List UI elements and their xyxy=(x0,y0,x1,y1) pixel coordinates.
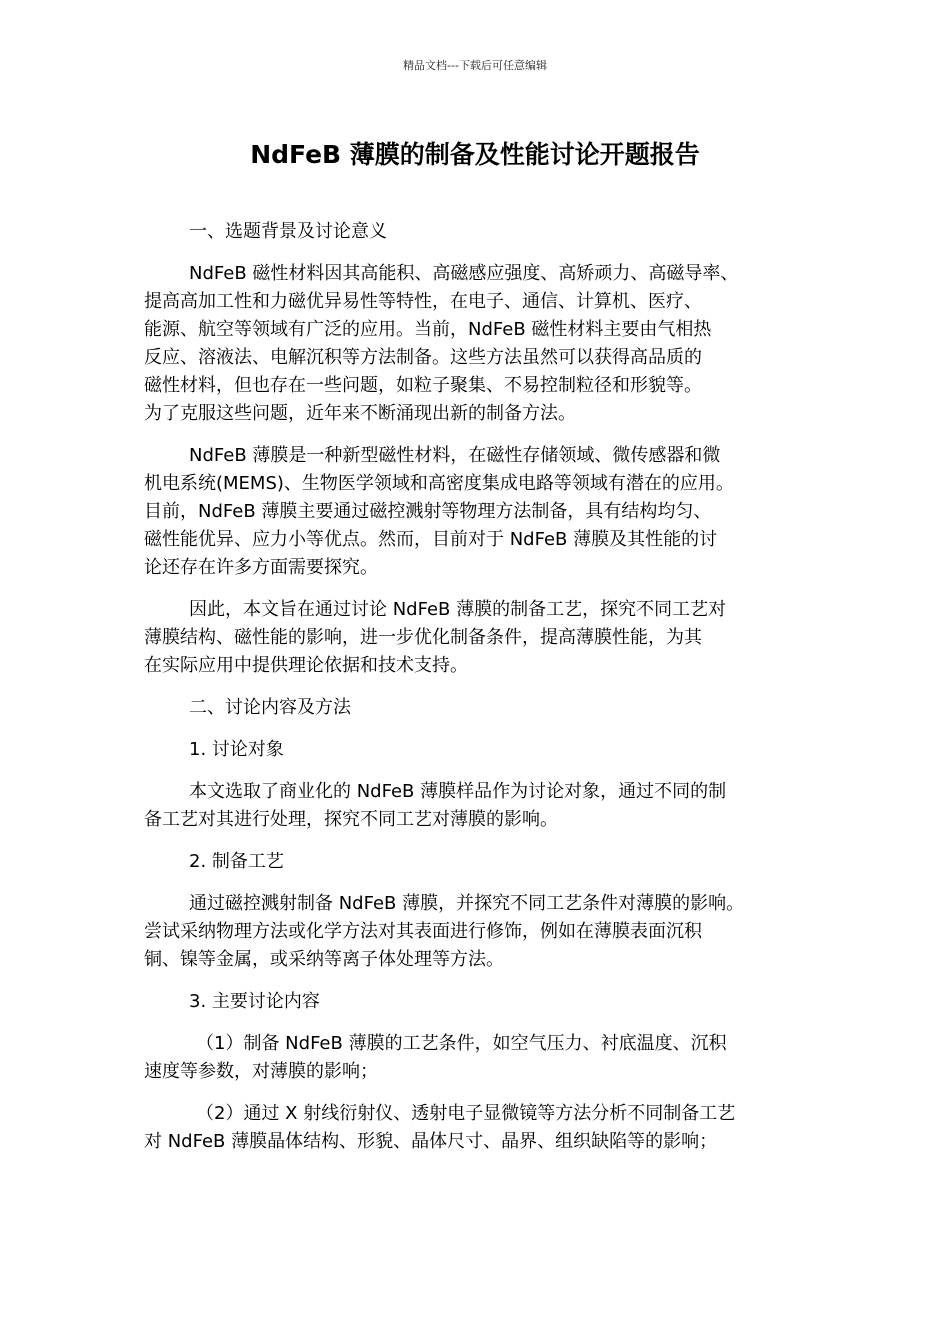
document-title: NdFeB 薄膜的制备及性能讨论开题报告 xyxy=(250,140,700,169)
paragraph-research-object: 本文选取了商业化的 NdFeB 薄膜样品作为讨论对象，通过不同的制 备工艺对其进行处理，探究不同工艺对薄膜的影响。 xyxy=(144,781,727,830)
paragraph-purpose: 因此，本文旨在通过讨论 NdFeB 薄膜的制备工艺，探究不同工艺对 薄膜结构、磁性能的影响，进一步优化制备条件，提高薄膜性能，为其 在实际应用中提供理论依据和技术支持。 xyxy=(144,599,727,676)
subheading-main-content: 3. 主要讨论内容 xyxy=(189,991,320,1012)
list-item-2: （2）通过 X 射线衍射仪、透射电子显微镜等方法分析不同制备工艺 对 NdFeB 薄膜晶体结构、形貌、晶体尺寸、晶界、组织缺陷等的影响； xyxy=(144,1103,736,1152)
paragraph-thin-film: NdFeB 薄膜是一种新型磁性材料，在磁性存储领域、微传感器和微 机电系统(MEMS)、生物医学领域和高密度集成电路等领域有潜在的应用。 目前，NdFeB 薄膜主要通过磁控溅射等物理方法制备，具有结构均匀、 磁性能优异、应力小等优点。然而，目前对于 NdFeB 薄膜及其性能的讨 论还存在许多方面需要探究。 xyxy=(144,445,734,578)
subheading-research-object: 1. 讨论对象 xyxy=(189,739,284,760)
list-item-1: （1）制备 NdFeB 薄膜的工艺条件，如空气压力、衬底温度、沉积 速度等参数，对薄膜的影响； xyxy=(144,1033,727,1082)
document-body xyxy=(144,218,819,1170)
paragraph-background: NdFeB 磁性材料因其高能积、高磁感应强度、高矫顽力、高磁导率、 提高高加工性和力磁优异易性等特性，在电子、通信、计算机、医疗、 能源、航空等领域有广泛的应用。当前，NdFeB 磁性材料主要由气相热 反应、溶液法、电解沉积等方法制备。这些方法虽然可以获得高品质的 磁性材料，但也存在一些问题，如粒子聚集、不易控制粒径和形貌等。 为了克服这些问题，近年来不断涌现出新的制备方法。 xyxy=(144,263,739,424)
section-heading-1: 一、选题背景及讨论意义 xyxy=(189,221,387,242)
page-header: 精品文档---下载后可任意编辑 xyxy=(403,59,547,72)
section-heading-2: 二、讨论内容及方法 xyxy=(189,697,351,718)
subheading-preparation-process: 2. 制备工艺 xyxy=(189,851,284,872)
paragraph-preparation-process: 通过磁控溅射制备 NdFeB 薄膜，并探究不同工艺条件对薄膜的影响。 尝试采纳物理方法或化学方法对其表面进行修饰，例如在薄膜表面沉积 铜、镍等金属，或采纳等离子体处理等方法。 xyxy=(144,893,745,970)
